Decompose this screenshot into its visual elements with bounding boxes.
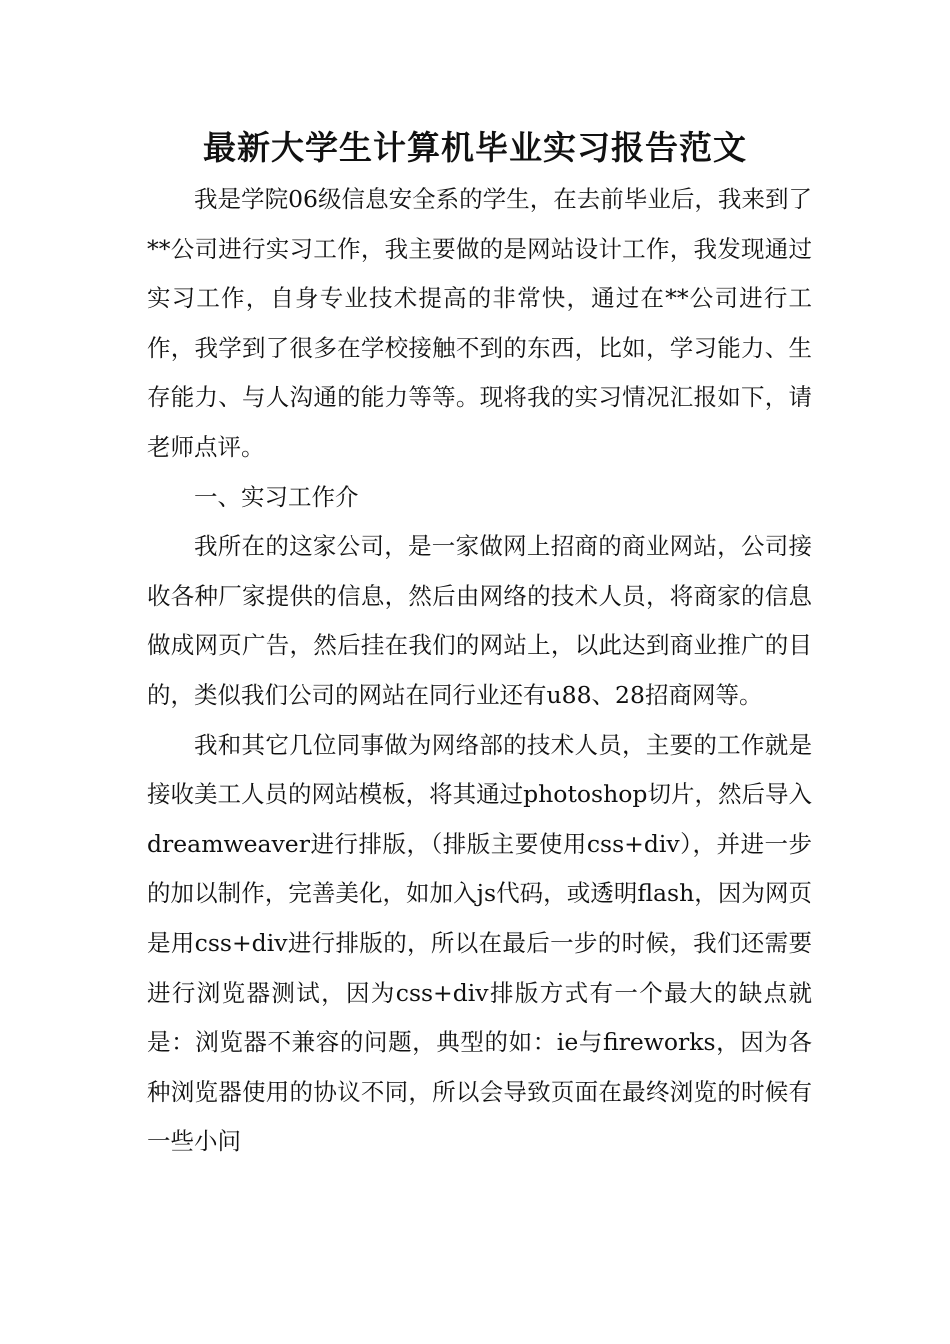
document-body — [147, 175, 812, 1167]
paragraph-company: 我所在的这家公司，是一家做网上招商的商业网站，公司接收各种厂家提供的信息，然后由网络的技术人员，将商家的信息做成网页广告，然后挂在我们的网站上，以此达到商业推广的目的，类似我们公司的网站在同行业还有u88、28招商网等。 — [147, 532, 812, 709]
document-title: 最新大学生计算机毕业实习报告范文 — [203, 128, 747, 167]
section-heading: 一、实习工作介 — [194, 482, 359, 511]
paragraph-intro: 我是学院06级信息安全系的学生，在去前毕业后，我来到了**公司进行实习工作，我主要做的是网站设计工作，我发现通过实习工作，自身专业技术提高的非常快，通过在**公司进行工作，我学到了很多在学校接触不到的东西，比如，学习能力、生存能力、与人沟通的能力等等。现将我的实习情况汇报如下，请老师点评。 — [147, 185, 812, 461]
paragraph-work: 我和其它几位同事做为网络部的技术人员，主要的工作就是接收美工人员的网站模板，将其通过photoshop切片，然后导入dreamweaver进行排版，（排版主要使用css+div），并进一步的加以制作，完善美化，如加入js代码，或透明flash，因为网页是用css+div进行排版的，所以在最后一步的时候，我们还需要进行浏览器测试，因为css+div排版方式有一个最大的缺点就是：浏览器不兼容的问题，典型的如：ie与fireworks，因为各种浏览器使用的协议不同，所以会导致页面在最终浏览的时候有一些小问 — [147, 730, 812, 1156]
